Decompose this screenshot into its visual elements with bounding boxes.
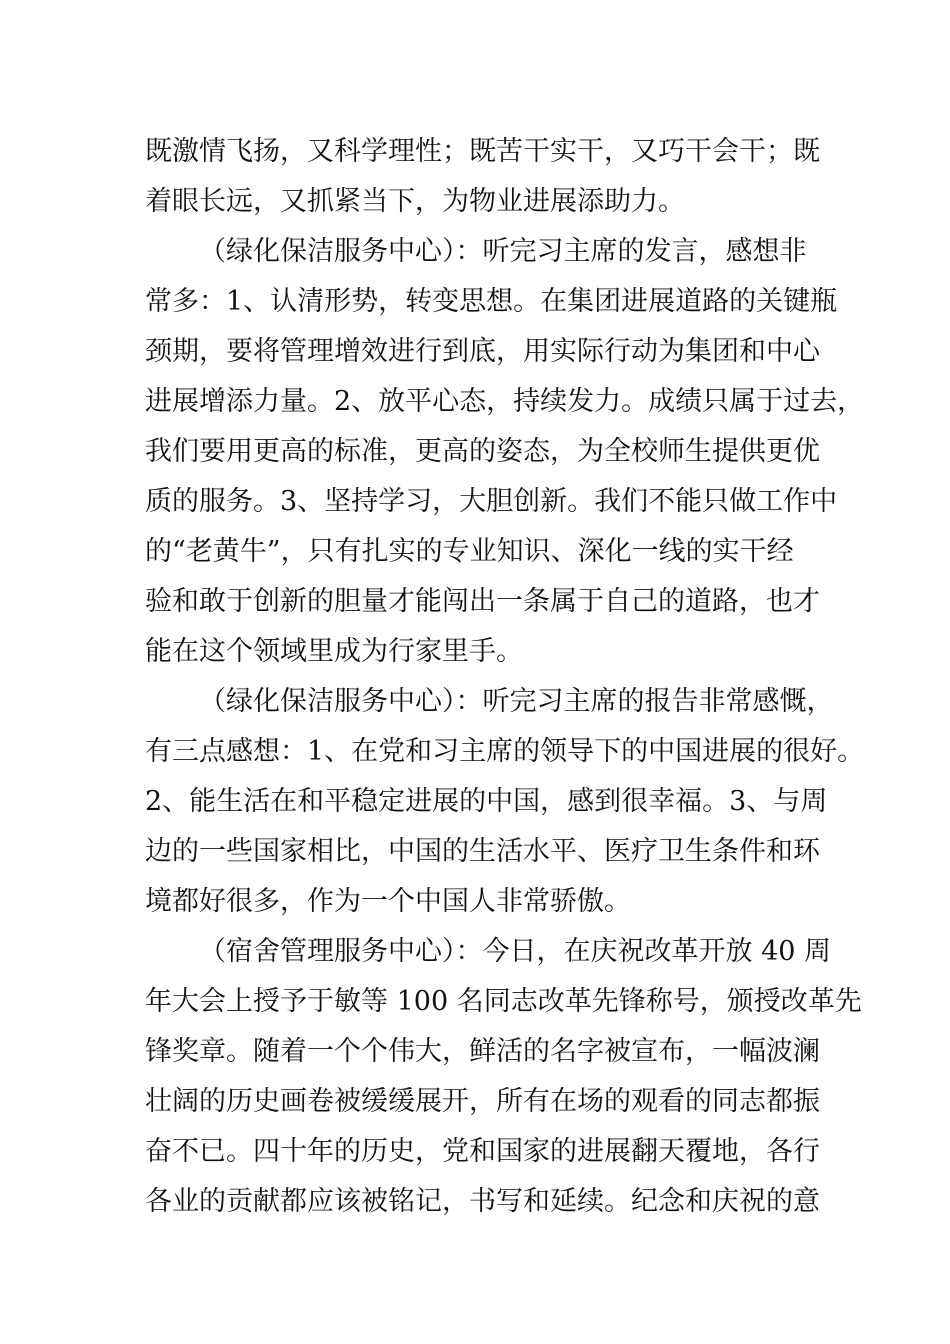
text-line: 常多：1、认清形势，转变思想。在集团进展道路的关键瓶 — [145, 286, 838, 317]
text-line: 有三点感想：1、在党和习主席的领导下的中国进展的很好。 — [145, 736, 865, 767]
text-line: 2、能生活在和平稳定进展的中国，感到很幸福。3、与周 — [145, 786, 828, 817]
paragraph-first-line: （绿化保洁服务中心）：听完习主席的发言，感想非 — [199, 236, 807, 267]
text-line: 我们要用更高的标准，更高的姿态，为全校师生提供更优 — [145, 436, 820, 467]
paragraph-first-line: （宿舍管理服务中心）：今日，在庆祝改革开放 40 周 — [199, 936, 832, 967]
paragraph-first-line: （绿化保洁服务中心）：听完习主席的报告非常感慨， — [199, 686, 834, 717]
text-line: 奋不已。四十年的历史，党和国家的进展翻天覆地，各行 — [145, 1136, 820, 1167]
text-line: 颈期，要将管理增效进行到底，用实际行动为集团和中心 — [145, 336, 820, 367]
document-body — [145, 127, 865, 1227]
text-line: 的“老黄牛”，只有扎实的专业知识、深化一线的实干经 — [145, 536, 794, 567]
text-line: 进展增添力量。2、放平心态，持续发力。成绩只属于过去， — [145, 386, 865, 417]
text-line: 质的服务。3、坚持学习，大胆创新。我们不能只做工作中 — [145, 486, 838, 517]
text-line: 境都好很多，作为一个中国人非常骄傲。 — [145, 886, 631, 917]
text-line: 壮阔的历史画卷被缓缓展开，所有在场的观看的同志都振 — [145, 1086, 820, 1117]
text-line: 既激情飞扬，又科学理性；既苦干实干，又巧干会干；既 — [145, 136, 820, 167]
text-line: 各业的贡献都应该被铭记，书写和延续。纪念和庆祝的意 — [145, 1186, 820, 1217]
text-line: 锋奖章。随着一个个伟大，鲜活的名字被宣布，一幅波澜 — [145, 1036, 820, 1067]
text-line: 边的一些国家相比，中国的生活水平、医疗卫生条件和环 — [145, 836, 820, 867]
text-line: 能在这个领域里成为行家里手。 — [145, 636, 523, 667]
text-line: 验和敢于创新的胆量才能闯出一条属于自己的道路，也才 — [145, 586, 820, 617]
text-line: 着眼长远，又抓紧当下，为物业进展添助力。 — [145, 186, 685, 217]
text-line: 年大会上授予于敏等 100 名同志改革先锋称号，颁授改革先 — [145, 986, 862, 1017]
